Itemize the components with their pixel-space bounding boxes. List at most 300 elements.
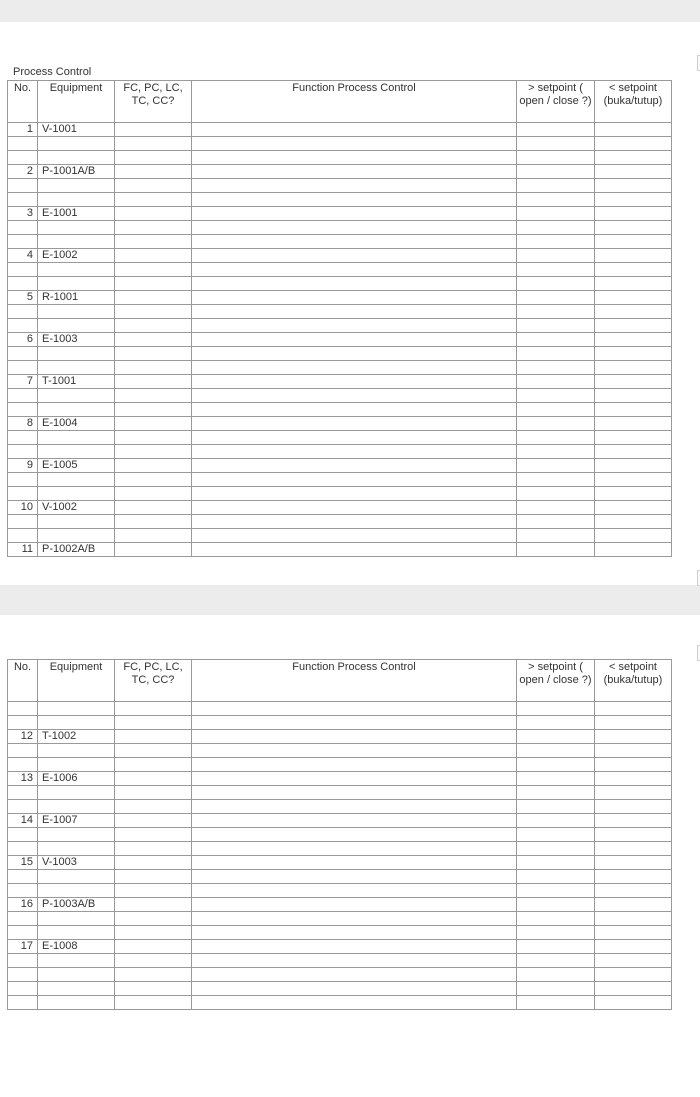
cell-controller-type — [115, 207, 192, 221]
cell-no: 7 — [8, 375, 38, 389]
cell-below-setpoint — [595, 263, 672, 277]
cell-below-setpoint — [595, 954, 672, 968]
cell-controller-type — [115, 772, 192, 786]
cell-equipment — [38, 263, 115, 277]
cell-function — [192, 193, 517, 207]
table-caption: Process Control — [13, 66, 92, 78]
cell-above-setpoint — [517, 800, 595, 814]
table-row — [8, 459, 672, 473]
cell-function — [192, 772, 517, 786]
cell-no: 11 — [8, 543, 38, 557]
cell-no — [8, 137, 38, 151]
cell-equipment — [38, 221, 115, 235]
cell-above-setpoint — [517, 786, 595, 800]
table-row — [8, 207, 672, 221]
cell-function — [192, 389, 517, 403]
cell-controller-type — [115, 926, 192, 940]
table-row — [8, 982, 672, 996]
cell-equipment — [38, 403, 115, 417]
cell-controller-type — [115, 347, 192, 361]
cell-below-setpoint — [595, 361, 672, 375]
cell-controller-type — [115, 235, 192, 249]
cell-equipment — [38, 361, 115, 375]
table-row — [8, 758, 672, 772]
cell-below-setpoint — [595, 996, 672, 1010]
table-row — [8, 996, 672, 1010]
table-row — [8, 263, 672, 277]
cell-function — [192, 305, 517, 319]
cell-below-setpoint — [595, 800, 672, 814]
cell-controller-type — [115, 828, 192, 842]
cell-function — [192, 123, 517, 137]
cell-no — [8, 347, 38, 361]
table-row — [8, 333, 672, 347]
cell-no — [8, 193, 38, 207]
table-row — [8, 123, 672, 137]
table-row — [8, 473, 672, 487]
cell-equipment — [38, 151, 115, 165]
cell-controller-type — [115, 249, 192, 263]
cell-below-setpoint — [595, 842, 672, 856]
cell-below-setpoint — [595, 207, 672, 221]
cell-function — [192, 221, 517, 235]
cell-equipment: T-1002 — [38, 730, 115, 744]
cell-no: 4 — [8, 249, 38, 263]
table-header-row — [8, 660, 672, 702]
table-row — [8, 375, 672, 389]
cell-controller-type — [115, 730, 192, 744]
cell-no — [8, 305, 38, 319]
cell-controller-type — [115, 445, 192, 459]
cell-equipment — [38, 487, 115, 501]
cell-no — [8, 870, 38, 884]
table-row — [8, 235, 672, 249]
cell-function — [192, 137, 517, 151]
cell-no — [8, 403, 38, 417]
cell-function — [192, 898, 517, 912]
table-row — [8, 487, 672, 501]
cell-controller-type — [115, 305, 192, 319]
cell-function — [192, 529, 517, 543]
table-row — [8, 431, 672, 445]
cell-above-setpoint — [517, 403, 595, 417]
cell-controller-type — [115, 954, 192, 968]
cell-no — [8, 842, 38, 856]
cell-equipment — [38, 716, 115, 730]
cell-equipment: E-1006 — [38, 772, 115, 786]
cell-below-setpoint — [595, 151, 672, 165]
cell-above-setpoint — [517, 305, 595, 319]
cell-function — [192, 940, 517, 954]
cell-function — [192, 417, 517, 431]
cell-equipment: R-1001 — [38, 291, 115, 305]
table-row — [8, 968, 672, 982]
header-controller-type: FC, PC, LC, TC, CC? — [115, 81, 192, 123]
cell-above-setpoint — [517, 333, 595, 347]
cell-no — [8, 786, 38, 800]
cell-no — [8, 968, 38, 982]
cell-function — [192, 543, 517, 557]
cell-above-setpoint — [517, 235, 595, 249]
cell-function — [192, 403, 517, 417]
cell-controller-type — [115, 165, 192, 179]
cell-function — [192, 968, 517, 982]
cell-controller-type — [115, 786, 192, 800]
table-row — [8, 912, 672, 926]
cell-function — [192, 870, 517, 884]
cell-no — [8, 800, 38, 814]
cell-no: 1 — [8, 123, 38, 137]
cell-function — [192, 263, 517, 277]
cell-below-setpoint — [595, 235, 672, 249]
cell-controller-type — [115, 389, 192, 403]
cell-function — [192, 291, 517, 305]
cell-below-setpoint — [595, 445, 672, 459]
cell-function — [192, 856, 517, 870]
cell-equipment — [38, 744, 115, 758]
cell-below-setpoint — [595, 319, 672, 333]
cell-controller-type — [115, 319, 192, 333]
cell-below-setpoint — [595, 221, 672, 235]
cell-below-setpoint — [595, 702, 672, 716]
cell-below-setpoint — [595, 786, 672, 800]
table-row — [8, 417, 672, 431]
cell-below-setpoint — [595, 982, 672, 996]
cell-function — [192, 179, 517, 193]
table-row — [8, 543, 672, 557]
cell-below-setpoint — [595, 417, 672, 431]
cell-controller-type — [115, 431, 192, 445]
cell-controller-type — [115, 193, 192, 207]
cell-above-setpoint — [517, 898, 595, 912]
cell-no — [8, 716, 38, 730]
cell-equipment — [38, 828, 115, 842]
cell-above-setpoint — [517, 828, 595, 842]
cell-below-setpoint — [595, 814, 672, 828]
table-row — [8, 389, 672, 403]
table-row — [8, 702, 672, 716]
header-above-setpoint: > setpoint ( open / close ?) — [517, 660, 595, 702]
cell-function — [192, 165, 517, 179]
cell-below-setpoint — [595, 165, 672, 179]
cell-equipment: P-1003A/B — [38, 898, 115, 912]
cell-above-setpoint — [517, 515, 595, 529]
cell-no: 5 — [8, 291, 38, 305]
cell-no — [8, 515, 38, 529]
table-row — [8, 814, 672, 828]
table-row — [8, 515, 672, 529]
cell-controller-type — [115, 543, 192, 557]
cell-no: 14 — [8, 814, 38, 828]
cell-below-setpoint — [595, 501, 672, 515]
cell-function — [192, 151, 517, 165]
cell-function — [192, 786, 517, 800]
cell-below-setpoint — [595, 758, 672, 772]
cell-no: 6 — [8, 333, 38, 347]
cell-above-setpoint — [517, 487, 595, 501]
cell-above-setpoint — [517, 179, 595, 193]
cell-above-setpoint — [517, 772, 595, 786]
cell-no — [8, 982, 38, 996]
cell-no: 15 — [8, 856, 38, 870]
cell-equipment: E-1007 — [38, 814, 115, 828]
header-function: Function Process Control — [192, 660, 517, 702]
table-row — [8, 898, 672, 912]
cell-function — [192, 744, 517, 758]
header-no: No. — [8, 81, 38, 123]
cell-controller-type — [115, 515, 192, 529]
cell-controller-type — [115, 137, 192, 151]
cell-no — [8, 361, 38, 375]
table-row — [8, 926, 672, 940]
cell-controller-type — [115, 870, 192, 884]
cell-above-setpoint — [517, 123, 595, 137]
cell-equipment — [38, 870, 115, 884]
cell-no — [8, 996, 38, 1010]
cell-function — [192, 758, 517, 772]
cell-function — [192, 333, 517, 347]
table-row — [8, 445, 672, 459]
table-row — [8, 744, 672, 758]
cell-controller-type — [115, 179, 192, 193]
cell-below-setpoint — [595, 389, 672, 403]
cell-equipment: V-1003 — [38, 856, 115, 870]
cell-equipment — [38, 996, 115, 1010]
cell-controller-type — [115, 417, 192, 431]
table-row — [8, 501, 672, 515]
cell-function — [192, 996, 517, 1010]
cell-controller-type — [115, 842, 192, 856]
cell-no: 10 — [8, 501, 38, 515]
cell-above-setpoint — [517, 165, 595, 179]
cell-controller-type — [115, 151, 192, 165]
cell-no — [8, 179, 38, 193]
cell-above-setpoint — [517, 856, 595, 870]
cell-no — [8, 744, 38, 758]
cell-equipment — [38, 982, 115, 996]
cell-no — [8, 954, 38, 968]
cell-controller-type — [115, 940, 192, 954]
table-row — [8, 361, 672, 375]
cell-below-setpoint — [595, 856, 672, 870]
cell-below-setpoint — [595, 515, 672, 529]
cell-above-setpoint — [517, 459, 595, 473]
cell-no: 2 — [8, 165, 38, 179]
table-row — [8, 221, 672, 235]
cell-below-setpoint — [595, 137, 672, 151]
cell-above-setpoint — [517, 249, 595, 263]
cell-below-setpoint — [595, 473, 672, 487]
cell-above-setpoint — [517, 501, 595, 515]
table-row — [8, 291, 672, 305]
cell-below-setpoint — [595, 305, 672, 319]
table-row — [8, 249, 672, 263]
cell-above-setpoint — [517, 263, 595, 277]
cell-no — [8, 529, 38, 543]
cell-equipment: E-1005 — [38, 459, 115, 473]
cell-function — [192, 277, 517, 291]
cell-above-setpoint — [517, 954, 595, 968]
cell-no — [8, 702, 38, 716]
cell-no — [8, 473, 38, 487]
cell-function — [192, 445, 517, 459]
cell-below-setpoint — [595, 898, 672, 912]
table-header-row — [8, 81, 672, 123]
cell-no — [8, 884, 38, 898]
cell-no: 9 — [8, 459, 38, 473]
cell-controller-type — [115, 702, 192, 716]
cell-above-setpoint — [517, 744, 595, 758]
cell-controller-type — [115, 375, 192, 389]
cell-function — [192, 912, 517, 926]
cell-above-setpoint — [517, 842, 595, 856]
cell-function — [192, 884, 517, 898]
cell-below-setpoint — [595, 179, 672, 193]
cell-equipment — [38, 884, 115, 898]
cell-below-setpoint — [595, 347, 672, 361]
cell-function — [192, 814, 517, 828]
cell-function — [192, 730, 517, 744]
cell-equipment — [38, 786, 115, 800]
cell-equipment — [38, 954, 115, 968]
cell-below-setpoint — [595, 870, 672, 884]
cell-equipment — [38, 431, 115, 445]
cell-below-setpoint — [595, 277, 672, 291]
cell-no: 8 — [8, 417, 38, 431]
cell-function — [192, 515, 517, 529]
cell-controller-type — [115, 459, 192, 473]
header-above-setpoint: > setpoint ( open / close ?) — [517, 81, 595, 123]
header-no: No. — [8, 660, 38, 702]
cell-equipment — [38, 926, 115, 940]
table-row — [8, 954, 672, 968]
table-row — [8, 179, 672, 193]
cell-above-setpoint — [517, 884, 595, 898]
cell-no — [8, 912, 38, 926]
table-row — [8, 842, 672, 856]
cell-below-setpoint — [595, 375, 672, 389]
cell-above-setpoint — [517, 291, 595, 305]
cell-below-setpoint — [595, 940, 672, 954]
cell-no — [8, 828, 38, 842]
cell-above-setpoint — [517, 431, 595, 445]
cell-above-setpoint — [517, 702, 595, 716]
cell-below-setpoint — [595, 333, 672, 347]
table-row — [8, 828, 672, 842]
cell-equipment — [38, 319, 115, 333]
cell-below-setpoint — [595, 926, 672, 940]
table-row — [8, 940, 672, 954]
cell-above-setpoint — [517, 347, 595, 361]
cell-no — [8, 431, 38, 445]
cell-below-setpoint — [595, 912, 672, 926]
cell-equipment — [38, 305, 115, 319]
cell-equipment: E-1001 — [38, 207, 115, 221]
cell-no — [8, 235, 38, 249]
cell-equipment: V-1002 — [38, 501, 115, 515]
cell-equipment — [38, 137, 115, 151]
cell-equipment — [38, 515, 115, 529]
cell-above-setpoint — [517, 870, 595, 884]
cell-below-setpoint — [595, 291, 672, 305]
cell-above-setpoint — [517, 193, 595, 207]
cell-equipment — [38, 347, 115, 361]
cell-no — [8, 319, 38, 333]
cell-equipment: P-1002A/B — [38, 543, 115, 557]
cell-below-setpoint — [595, 123, 672, 137]
cell-function — [192, 207, 517, 221]
table-row — [8, 772, 672, 786]
cell-above-setpoint — [517, 221, 595, 235]
cell-equipment — [38, 445, 115, 459]
cell-below-setpoint — [595, 431, 672, 445]
cell-equipment: T-1001 — [38, 375, 115, 389]
cell-function — [192, 926, 517, 940]
cell-above-setpoint — [517, 445, 595, 459]
cell-controller-type — [115, 800, 192, 814]
cell-equipment — [38, 702, 115, 716]
cell-equipment: E-1002 — [38, 249, 115, 263]
cell-no: 12 — [8, 730, 38, 744]
cell-equipment — [38, 800, 115, 814]
cell-no — [8, 926, 38, 940]
table-row — [8, 165, 672, 179]
cell-no — [8, 445, 38, 459]
cell-function — [192, 319, 517, 333]
cell-equipment — [38, 277, 115, 291]
cell-below-setpoint — [595, 772, 672, 786]
cell-above-setpoint — [517, 389, 595, 403]
cell-above-setpoint — [517, 277, 595, 291]
cell-above-setpoint — [517, 940, 595, 954]
cell-equipment — [38, 235, 115, 249]
cell-controller-type — [115, 123, 192, 137]
cell-function — [192, 459, 517, 473]
table-row — [8, 193, 672, 207]
cell-function — [192, 473, 517, 487]
table-body — [8, 123, 672, 557]
cell-above-setpoint — [517, 716, 595, 730]
cell-controller-type — [115, 333, 192, 347]
cell-no — [8, 487, 38, 501]
page-top-gap — [0, 0, 700, 22]
cell-controller-type — [115, 501, 192, 515]
cell-above-setpoint — [517, 207, 595, 221]
header-below-setpoint: < setpoint (buka/tutup) — [595, 660, 672, 702]
cell-below-setpoint — [595, 529, 672, 543]
cell-function — [192, 487, 517, 501]
cell-no: 13 — [8, 772, 38, 786]
cell-controller-type — [115, 996, 192, 1010]
cell-equipment — [38, 968, 115, 982]
cell-function — [192, 431, 517, 445]
header-function: Function Process Control — [192, 81, 517, 123]
process-control-table-1 — [7, 80, 672, 557]
table-row — [8, 730, 672, 744]
cell-controller-type — [115, 912, 192, 926]
cell-equipment — [38, 912, 115, 926]
cell-below-setpoint — [595, 543, 672, 557]
cell-above-setpoint — [517, 361, 595, 375]
table-row — [8, 305, 672, 319]
cell-no: 16 — [8, 898, 38, 912]
cell-function — [192, 954, 517, 968]
table-row — [8, 151, 672, 165]
cell-below-setpoint — [595, 716, 672, 730]
cell-function — [192, 501, 517, 515]
cell-controller-type — [115, 898, 192, 912]
cell-controller-type — [115, 968, 192, 982]
